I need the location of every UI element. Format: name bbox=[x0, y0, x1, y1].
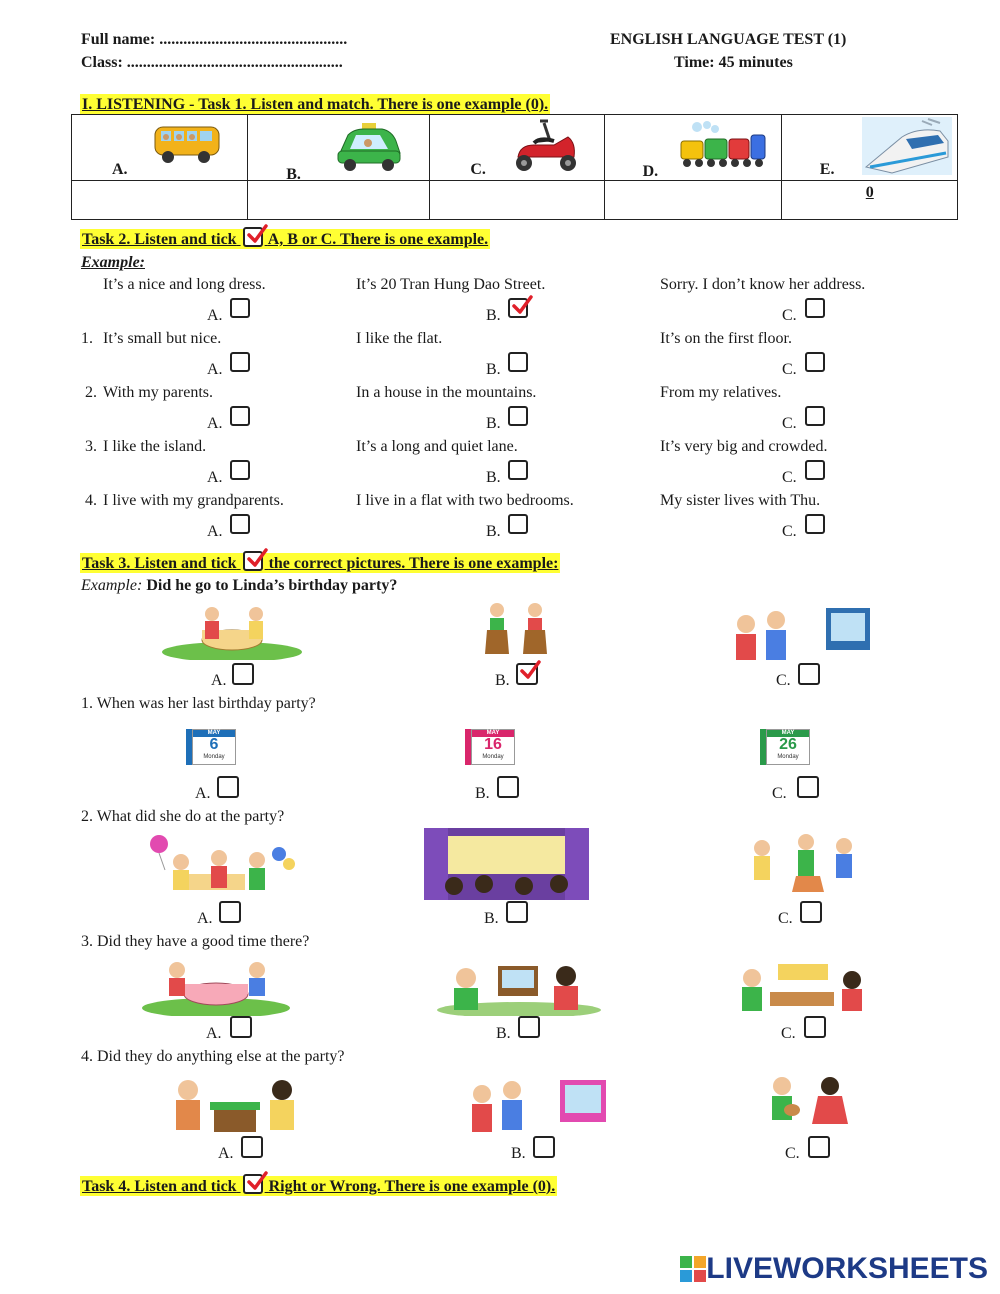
picture-checkbox-b[interactable] bbox=[497, 776, 519, 798]
answer-sentence-b: It’s a long and quiet lane. bbox=[356, 438, 518, 455]
picture-checkbox-b[interactable] bbox=[516, 663, 538, 685]
task1-title: I. LISTENING - Task 1. Listen and match. There is one example (0). bbox=[82, 96, 549, 113]
sack-race-picture bbox=[455, 598, 579, 662]
answer-sentence-a: I live with my grandparents. bbox=[103, 492, 284, 509]
answer-checkbox-b[interactable] bbox=[508, 514, 528, 534]
playing-chess-picture bbox=[160, 1076, 310, 1136]
picture-checkbox-c[interactable] bbox=[808, 1136, 830, 1158]
full-name-field: Full name: ............................................... bbox=[81, 31, 348, 48]
option-label-b: B. bbox=[486, 469, 501, 486]
option-a-letter: A. bbox=[112, 161, 128, 178]
picture-checkbox-b[interactable] bbox=[518, 1016, 540, 1038]
option-a-cell bbox=[72, 115, 248, 181]
title-tick-icon bbox=[243, 1174, 263, 1194]
task3-question: 2. What did she do at the party? bbox=[81, 808, 285, 825]
answer-checkbox-c[interactable] bbox=[805, 298, 825, 318]
picture-checkbox-c[interactable] bbox=[804, 1016, 826, 1038]
answer-sentence-b: It’s 20 Tran Hung Dao Street. bbox=[356, 276, 546, 293]
option-b-letter: B. bbox=[286, 166, 301, 183]
liveworksheets-logo bbox=[680, 1254, 988, 1284]
picture-checkbox-b[interactable] bbox=[533, 1136, 555, 1158]
birthday-cake-picture-2 bbox=[141, 956, 291, 1016]
answer-sentence-b: I like the flat. bbox=[356, 330, 443, 347]
answer-checkbox-a[interactable] bbox=[230, 352, 250, 372]
answer-checkbox-b[interactable] bbox=[508, 298, 528, 318]
task3-title: Task 3. Listen and tick the correct pictures. There is one example: bbox=[80, 551, 560, 574]
calendar-picture bbox=[465, 729, 521, 767]
picture-checkbox-c[interactable] bbox=[797, 776, 819, 798]
option-label-c: C. bbox=[772, 785, 787, 802]
task4-title: Task 4. Listen and tick Right or Wrong. There is one example (0). bbox=[80, 1174, 557, 1197]
calendar-month: MAY bbox=[193, 730, 235, 737]
option-label-b: B. bbox=[486, 415, 501, 432]
task3-question: 3. Did they have a good time there? bbox=[81, 933, 310, 950]
picture-checkbox-c[interactable] bbox=[798, 663, 820, 685]
task3-example-question: Did he go to Linda’s birthday party? bbox=[146, 577, 398, 594]
picture-checkbox-a[interactable] bbox=[241, 1136, 263, 1158]
answer-sentence-a: It’s a nice and long dress. bbox=[103, 276, 266, 293]
question-number: 3. bbox=[85, 438, 97, 455]
red-tick-icon bbox=[511, 295, 533, 317]
answer-checkbox-c[interactable] bbox=[805, 514, 825, 534]
answer-sentence-c: It’s very big and crowded. bbox=[660, 438, 828, 455]
match-table bbox=[71, 114, 958, 220]
option-e-letter: E. bbox=[819, 161, 835, 178]
calendar-picture bbox=[760, 729, 816, 767]
calendar-weekday: Monday bbox=[203, 754, 225, 760]
calendar-picture bbox=[186, 729, 242, 767]
calendar-weekday: Monday bbox=[482, 754, 504, 760]
test-title: ENGLISH LANGUAGE TEST (1) bbox=[610, 31, 847, 48]
option-label-a: A. bbox=[207, 469, 223, 486]
answer-d-cell[interactable] bbox=[604, 181, 781, 220]
task3-question: 1. When was her last birthday party? bbox=[81, 695, 316, 712]
watching-tv-picture bbox=[726, 606, 871, 662]
option-label-b: B. bbox=[486, 361, 501, 378]
answer-a-cell[interactable] bbox=[72, 181, 248, 220]
picture-checkbox-c[interactable] bbox=[800, 901, 822, 923]
question-number: 1. bbox=[81, 330, 93, 347]
option-label-c: C. bbox=[776, 672, 791, 689]
option-label-b: B. bbox=[496, 1025, 511, 1042]
option-label-a: A. bbox=[207, 523, 223, 540]
task3-example-label: Example: bbox=[81, 577, 143, 594]
answer-checkbox-b[interactable] bbox=[508, 460, 528, 480]
liveworksheets-logo-icon bbox=[680, 1256, 706, 1282]
option-label-c: C. bbox=[782, 307, 797, 324]
option-label-a: A. bbox=[207, 415, 223, 432]
option-label-c: C. bbox=[782, 361, 797, 378]
toy-train-picture bbox=[677, 121, 769, 171]
answer-checkbox-b[interactable] bbox=[508, 406, 528, 426]
option-label-a: A. bbox=[195, 785, 211, 802]
picture-checkbox-a[interactable] bbox=[219, 901, 241, 923]
calendar-day: 26 bbox=[779, 736, 797, 753]
bus-picture bbox=[152, 121, 222, 165]
answer-b-cell[interactable] bbox=[248, 181, 430, 220]
singing-dancing-picture bbox=[740, 832, 876, 896]
birthday-cake-picture bbox=[160, 600, 305, 660]
picture-checkbox-b[interactable] bbox=[506, 901, 528, 923]
class-field: Class: ...................................................... bbox=[81, 54, 343, 71]
option-c-letter: C. bbox=[470, 161, 486, 178]
liveworksheets-logo-text: LIVEWORKSHEETS bbox=[706, 1252, 988, 1285]
option-d-letter: D. bbox=[642, 163, 659, 180]
test-time: Time: 45 minutes bbox=[674, 54, 793, 71]
option-label-c: C. bbox=[782, 523, 797, 540]
picture-checkbox-a[interactable] bbox=[232, 663, 254, 685]
answer-c-cell[interactable] bbox=[430, 181, 604, 220]
answer-checkbox-b[interactable] bbox=[508, 352, 528, 372]
question-number: 2. bbox=[85, 384, 97, 401]
answer-checkbox-c[interactable] bbox=[805, 460, 825, 480]
option-label-c: C. bbox=[778, 910, 793, 927]
watching-tv-picture-2 bbox=[436, 960, 602, 1016]
example-answer: 0 bbox=[865, 184, 874, 201]
answer-sentence-c: It’s on the first floor. bbox=[660, 330, 792, 347]
task3-question: 4. Did they do anything else at the party? bbox=[81, 1048, 345, 1065]
answer-e-cell[interactable] bbox=[781, 181, 957, 220]
sky-train-picture bbox=[862, 117, 952, 175]
option-label-a: A. bbox=[211, 672, 227, 689]
option-label-b: B. bbox=[486, 523, 501, 540]
picture-checkbox-a[interactable] bbox=[230, 1016, 252, 1038]
option-label-a: A. bbox=[207, 361, 223, 378]
answer-sentence-c: Sorry. I don’t know her address. bbox=[660, 276, 866, 293]
option-label-c: C. bbox=[782, 469, 797, 486]
music-singing-picture bbox=[760, 1074, 856, 1136]
task2-example-label: Example: bbox=[81, 254, 145, 271]
answer-sentence-a: I like the island. bbox=[103, 438, 207, 455]
answer-checkbox-a[interactable] bbox=[230, 460, 250, 480]
option-label-a: A. bbox=[206, 1025, 222, 1042]
party-picture bbox=[139, 834, 299, 898]
option-label-a: A. bbox=[207, 307, 223, 324]
option-label-b: B. bbox=[495, 672, 510, 689]
title-tick-icon bbox=[243, 227, 263, 247]
option-label-a: A. bbox=[197, 910, 213, 927]
option-label-c: C. bbox=[785, 1145, 800, 1162]
red-tick-icon bbox=[519, 660, 541, 682]
answer-checkbox-a[interactable] bbox=[230, 406, 250, 426]
answer-checkbox-a[interactable] bbox=[230, 298, 250, 318]
answer-checkbox-c[interactable] bbox=[805, 406, 825, 426]
taxi-picture bbox=[334, 121, 404, 173]
question-number: 4. bbox=[85, 492, 97, 509]
calendar-month: MAY bbox=[767, 730, 809, 737]
option-b-cell bbox=[248, 115, 430, 181]
calendar-weekday: Monday bbox=[777, 754, 799, 760]
option-label-c: C. bbox=[781, 1025, 796, 1042]
option-label-b: B. bbox=[486, 307, 501, 324]
option-c-cell bbox=[430, 115, 604, 181]
answer-checkbox-c[interactable] bbox=[805, 352, 825, 372]
task2-title: Task 2. Listen and tick A, B or C. There is one example. bbox=[80, 227, 490, 250]
picture-checkbox-a[interactable] bbox=[217, 776, 239, 798]
option-label-b: B. bbox=[475, 785, 490, 802]
playing-game-picture bbox=[734, 962, 870, 1016]
answer-sentence-a: It’s small but nice. bbox=[103, 330, 222, 347]
answer-sentence-c: From my relatives. bbox=[660, 384, 782, 401]
option-d-cell bbox=[604, 115, 781, 181]
option-label-a: A. bbox=[218, 1145, 234, 1162]
motorbike-picture bbox=[510, 117, 580, 175]
answer-sentence-b: I live in a flat with two bedrooms. bbox=[356, 492, 574, 509]
option-e-cell bbox=[781, 115, 957, 181]
puppet-show-picture bbox=[424, 828, 589, 900]
answer-sentence-b: In a house in the mountains. bbox=[356, 384, 537, 401]
option-label-b: B. bbox=[484, 910, 499, 927]
answer-sentence-c: My sister lives with Thu. bbox=[660, 492, 821, 509]
task3-example bbox=[81, 577, 397, 595]
option-label-b: B. bbox=[511, 1145, 526, 1162]
title-tick-icon bbox=[243, 551, 263, 571]
answer-checkbox-a[interactable] bbox=[230, 514, 250, 534]
calendar-day: 16 bbox=[484, 736, 502, 753]
watching-tv-picture-3 bbox=[462, 1078, 607, 1134]
calendar-day: 6 bbox=[209, 736, 219, 753]
option-label-c: C. bbox=[782, 415, 797, 432]
answer-sentence-a: With my parents. bbox=[103, 384, 213, 401]
calendar-month: MAY bbox=[472, 730, 514, 737]
